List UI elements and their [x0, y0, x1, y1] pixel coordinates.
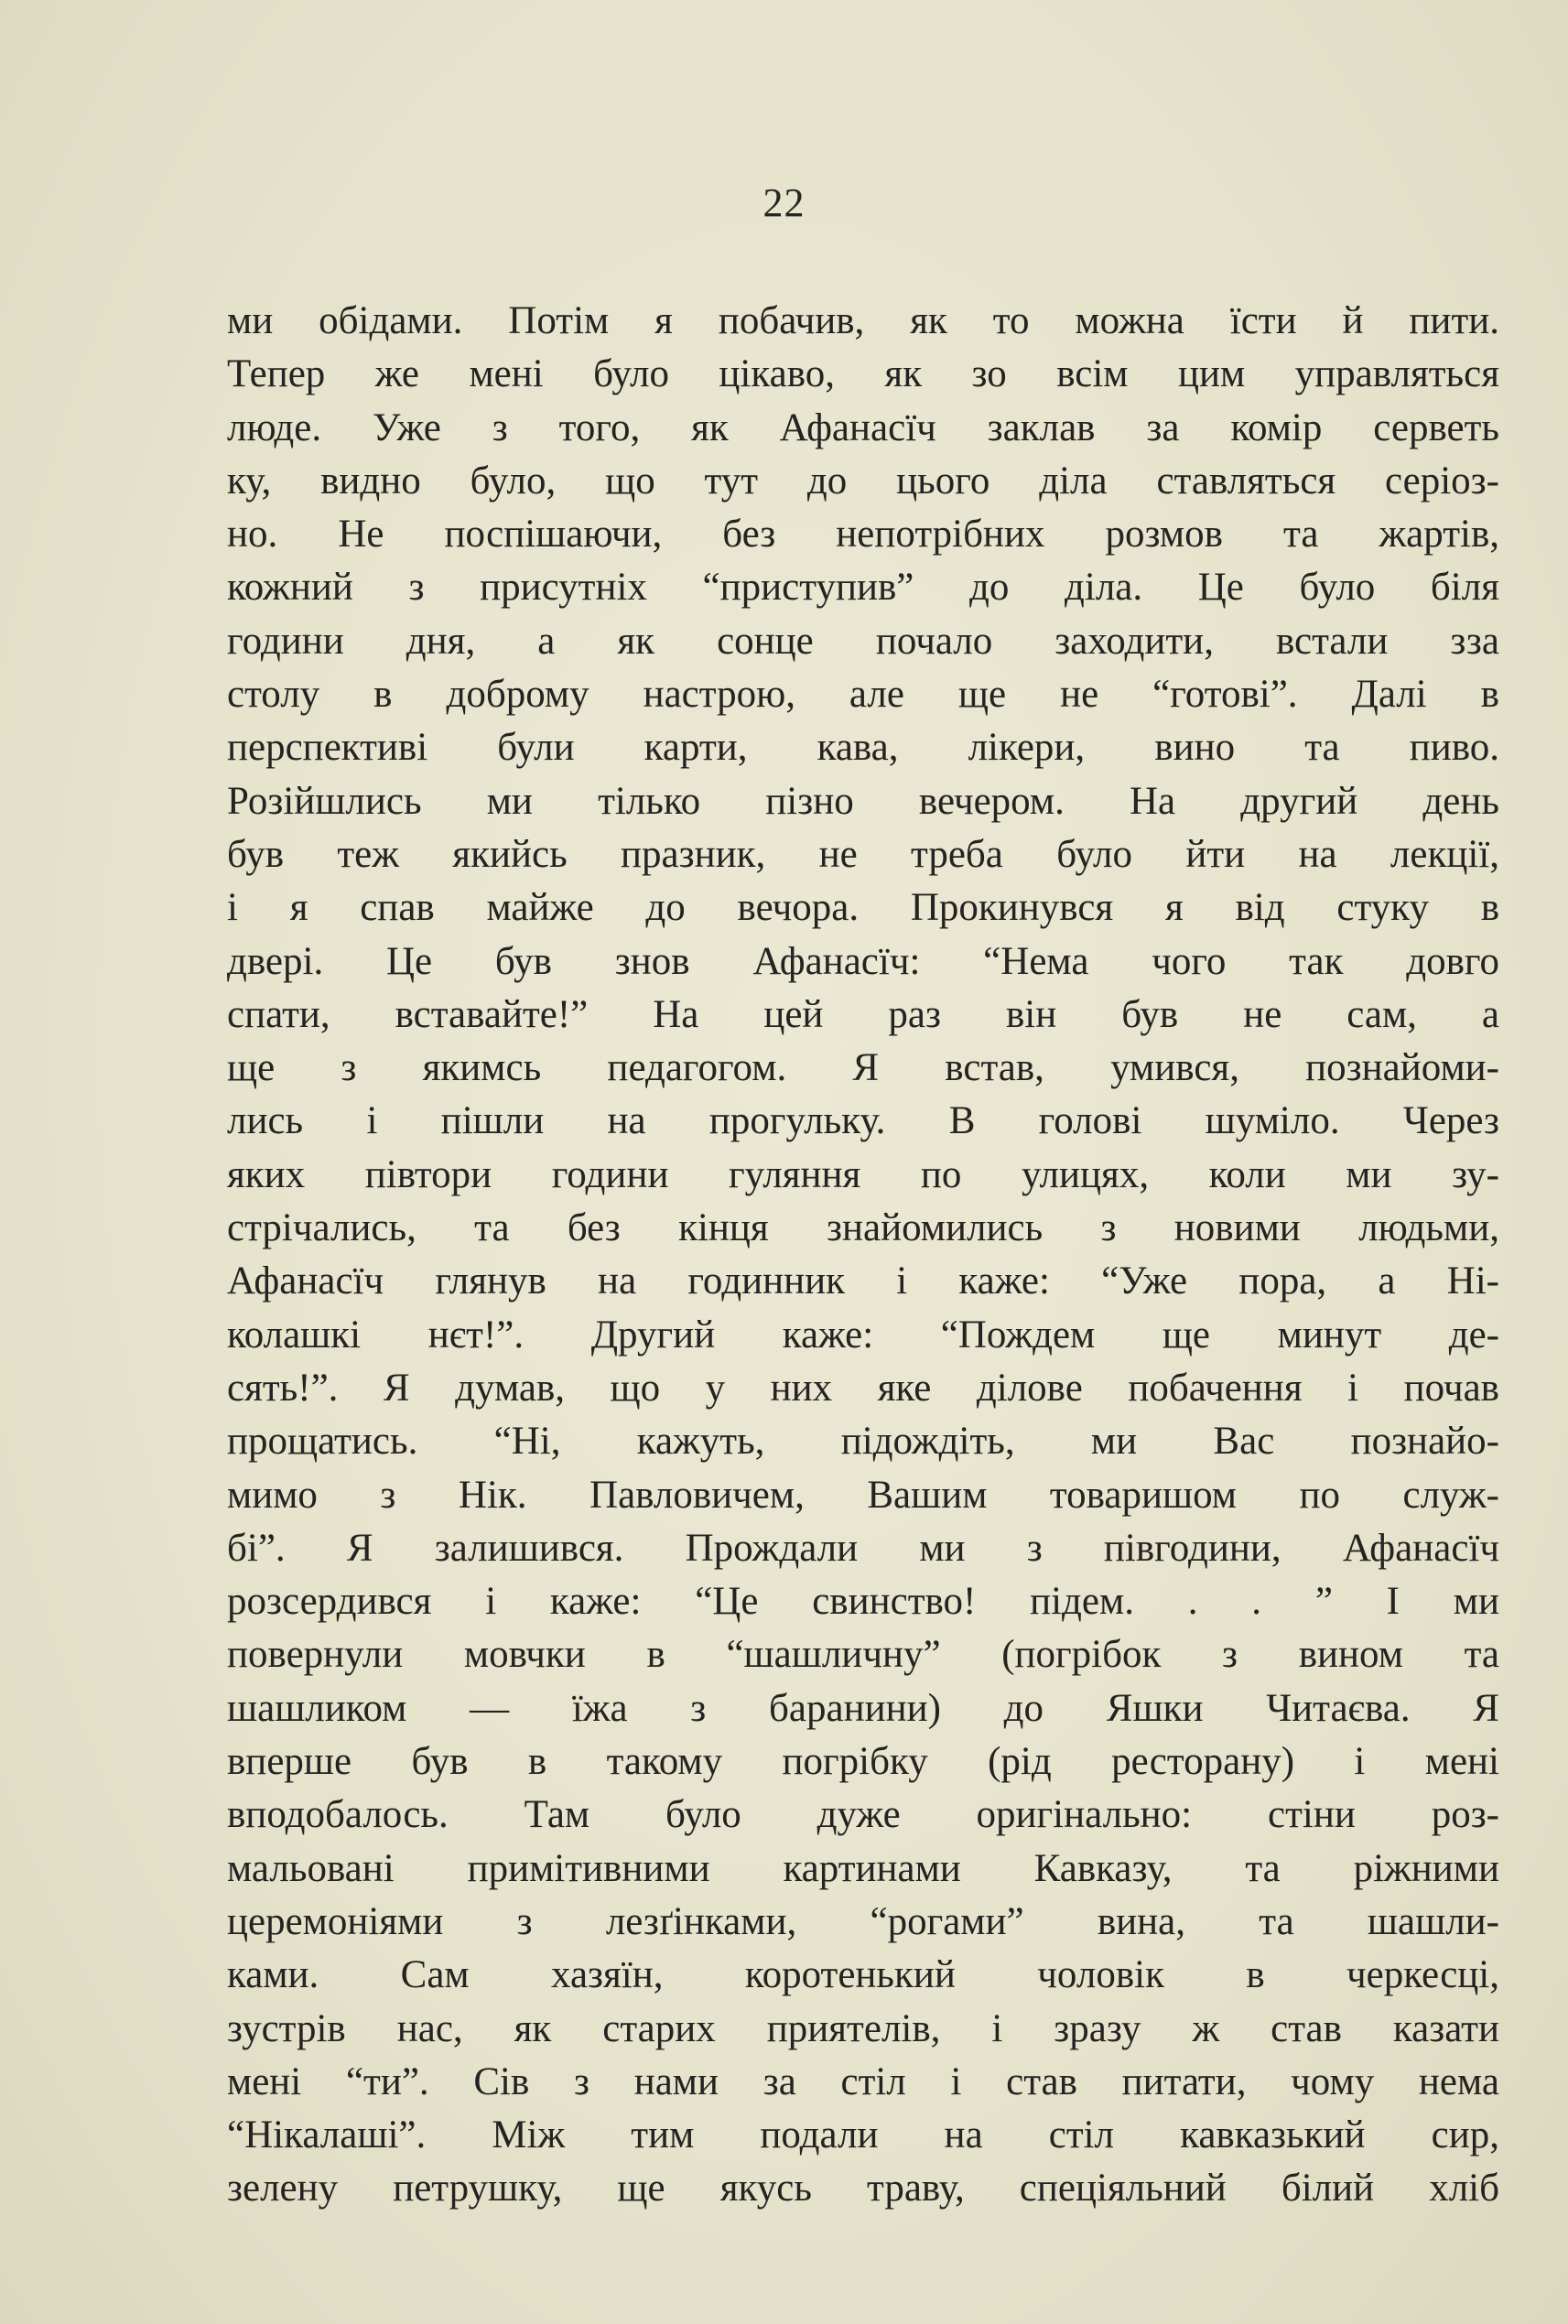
text-line: лись і пішли на прогульку. В голові шуміло. Через: [227, 1099, 1499, 1143]
text-line: люде. Уже з того, як Афанасїч заклав за комір серветь: [227, 405, 1499, 449]
text-line: ку, видно було, що тут до цього діла ставляться серіоз-: [227, 459, 1499, 503]
text-line: столу в доброму настрою, але ще не “готові”. Далі в: [227, 673, 1499, 717]
text-line: і я спав майже до вечора. Прокинувся я від стуку в: [227, 886, 1499, 930]
text-line: мальовані примітивними картинами Кавказу, та ріжними: [227, 1846, 1499, 1890]
text-line: стрічались, та без кінця знайомились з новими людьми,: [227, 1206, 1499, 1250]
text-line: колашкі нєт!”. Другий каже: “Пождем ще минут де-: [227, 1313, 1499, 1357]
text-line: Розійшлись ми тілько пізно вечером. На другий день: [227, 779, 1499, 823]
text-line: розсердився і каже: “Це свинство! підем. . . ” І ми: [227, 1580, 1499, 1624]
text-line: сять!”. Я думав, що у них яке ділове побачення і почав: [227, 1366, 1499, 1410]
text-line: повернули мовчки в “шашличну” (погрібок з вином та: [227, 1633, 1499, 1677]
page-number: 22: [762, 180, 806, 225]
text-line: перспективі були карти, кава, лікери, вино та пиво.: [227, 726, 1499, 770]
text-line: спати, вставайте!” На цей раз він був не сам, а: [227, 992, 1499, 1036]
text-line: мені “ти”. Сів з нами за стіл і став питати, чому нема: [227, 2059, 1499, 2103]
text-line: був теж якийсь празник, не треба було йти на лекції,: [227, 832, 1499, 876]
text-line: вподобалось. Там було дуже оригінально: стіни роз-: [227, 1793, 1499, 1837]
text-line: церемоніями з лезґінками, “рогами” вина, та шашли-: [227, 1899, 1499, 1943]
text-line: бі”. Я залишився. Прождали ми з півгодини, Афанасїч: [227, 1526, 1499, 1570]
text-line: шашликом — їжа з баранини) до Яшки Читаєва. Я: [227, 1686, 1499, 1730]
text-line: вперше був в такому погрібку (рід ресторану) і мені: [227, 1740, 1499, 1784]
text-line: двері. Це був знов Афанасїч: “Нема чого так довго: [227, 939, 1499, 983]
body-text: [227, 295, 1499, 2216]
text-line: ками. Сам хазяїн, коротенький чоловік в черкесці,: [227, 1953, 1499, 1997]
text-line: години дня, а як сонце почало заходити, встали зза: [227, 619, 1499, 663]
text-line: яких півтори години гуляння по улицях, коли ми зу-: [227, 1152, 1499, 1196]
text-line: зустрів нас, як старих приятелів, і зразу ж став казати: [227, 2006, 1499, 2050]
text-line: мимо з Нік. Павловичем, Вашим товаришом по служ-: [227, 1473, 1499, 1517]
text-line: но. Не поспішаючи, без непотрібних розмов та жартів,: [227, 513, 1499, 557]
text-line: ще з якимсь педагогом. Я встав, умився, познайоми-: [227, 1046, 1499, 1090]
text-line: “Нікалаші”. Між тим подали на стіл кавказький сир,: [227, 2113, 1499, 2157]
text-line: Тепер же мені було цікаво, як зо всім цим управляться: [227, 352, 1499, 396]
text-line: Афанасїч глянув на годинник і каже: “Уже пора, а Ні-: [227, 1259, 1499, 1303]
text-line: зелену петрушку, ще якусь траву, спеціяльний білий хліб: [227, 2167, 1499, 2211]
text-line: кожний з присутніх “приступив” до діла. Це було біля: [227, 566, 1499, 610]
text-line: прощатись. “Ні, кажуть, підождіть, ми Вас познайо-: [227, 1420, 1499, 1464]
text-line: ми обідами. Потім я побачив, як то можна їсти й пити.: [227, 299, 1499, 342]
